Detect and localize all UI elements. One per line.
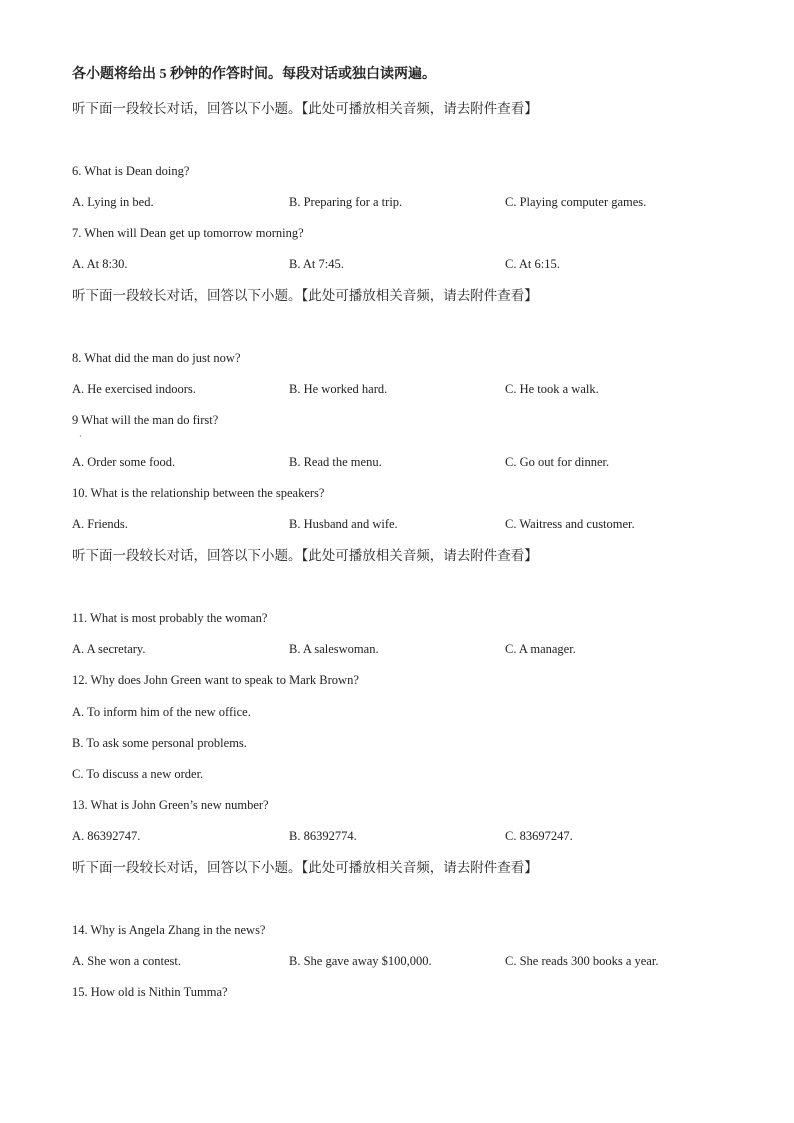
question-15: 15. How old is Nithin Tumma? (72, 985, 228, 999)
listening-instruction: 听下面一段较长对话，回答以下小题。【此处可播放相关音频，请去附件查看】 (72, 101, 538, 116)
option-7a: A. At 8:30. (72, 257, 128, 271)
option-8c: C. He took a walk. (505, 382, 599, 396)
question-14: 14. Why is Angela Zhang in the news? (72, 923, 266, 937)
listening-instruction: 听下面一段较长对话，回答以下小题。【此处可播放相关音频，请去附件查看】 (72, 548, 538, 563)
option-6a: A. Lying in bed. (72, 195, 154, 209)
option-12b: B. To ask some personal problems. (72, 736, 247, 750)
listening-instruction: 听下面一段较长对话，回答以下小题。【此处可播放相关音频，请去附件查看】 (72, 288, 538, 303)
option-14c: C. She reads 300 books a year. (505, 954, 659, 968)
option-14b: B. She gave away $100,000. (289, 954, 432, 968)
question-7: 7. When will Dean get up tomorrow morning? (72, 226, 304, 240)
option-13c: C. 83697247. (505, 829, 573, 843)
option-11c: C. A manager. (505, 642, 576, 656)
option-6b: B. Preparing for a trip. (289, 195, 403, 209)
listening-instruction: 听下面一段较长对话，回答以下小题。【此处可播放相关音频，请去附件查看】 (72, 860, 538, 875)
option-7b: B. At 7:45. (289, 257, 344, 271)
option-13a: A. 86392747. (72, 829, 141, 843)
option-8a: A. He exercised indoors. (72, 382, 196, 396)
option-10c: C. Waitress and customer. (505, 517, 635, 531)
question-13: 13. What is John Green’s new number? (72, 798, 269, 812)
option-7c: C. At 6:15. (505, 257, 560, 271)
question-9: 9 What will the man do first? (72, 413, 219, 427)
option-10a: A. Friends. (72, 517, 128, 531)
option-9b: B. Read the menu. (289, 455, 382, 469)
question-11: 11. What is most probably the woman? (72, 611, 268, 625)
section-header: 各小题将给出 5 秒钟的作答时间。每段对话或独白读两遍。 (72, 67, 436, 82)
question-12: 12. Why does John Green want to speak to Mark Brown? (72, 673, 359, 687)
option-8b: B. He worked hard. (289, 382, 388, 396)
option-9a: A. Order some food. (72, 455, 176, 469)
stray-dot: · (79, 432, 82, 441)
option-13b: B. 86392774. (289, 829, 357, 843)
option-6c: C. Playing computer games. (505, 195, 647, 209)
option-11a: A. A secretary. (72, 642, 146, 656)
question-10: 10. What is the relationship between the speakers? (72, 486, 325, 500)
option-9c: C. Go out for dinner. (505, 455, 610, 469)
option-12c: C. To discuss a new order. (72, 767, 204, 781)
option-14a: A. She won a contest. (72, 954, 182, 968)
question-8: 8. What did the man do just now? (72, 351, 241, 365)
option-11b: B. A saleswoman. (289, 642, 379, 656)
question-6: 6. What is Dean doing? (72, 164, 190, 178)
option-12a: A. To inform him of the new office. (72, 705, 251, 719)
option-10b: B. Husband and wife. (289, 517, 398, 531)
